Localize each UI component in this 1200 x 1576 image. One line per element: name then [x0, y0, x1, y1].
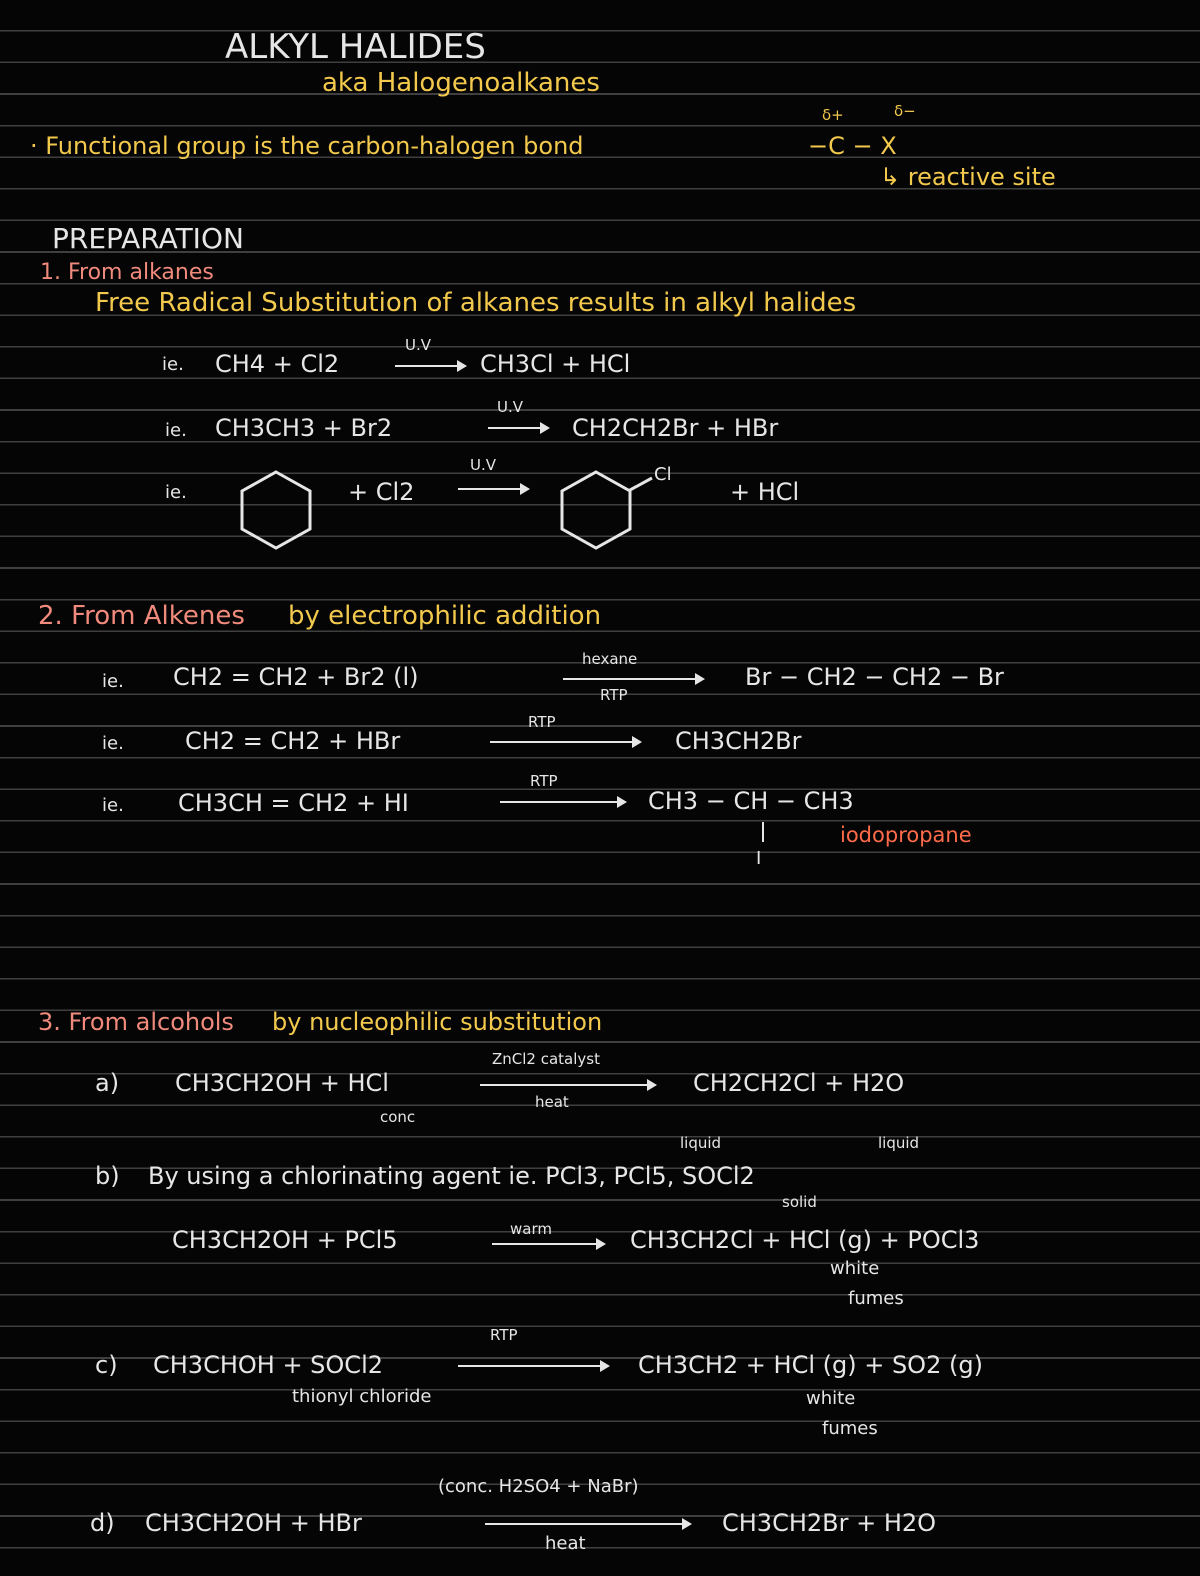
alkene-reaction-3-rhs: CH3 − CH − CH3 [648, 787, 854, 815]
reaction-arrow [480, 1084, 655, 1086]
substituent-bond [762, 822, 764, 842]
delta-minus: δ− [894, 102, 916, 120]
ie-label: ie. [165, 482, 187, 503]
alkene-reaction-2-condition: RTP [528, 713, 556, 731]
reaction-arrow [500, 801, 625, 803]
fumes-label: fumes [848, 1288, 904, 1309]
reaction-arrow [563, 678, 703, 680]
alcohol-reaction-d-lhs: CH3CH2OH + HBr [145, 1509, 362, 1537]
heat-label: heat [535, 1093, 569, 1111]
reaction-arrow [490, 741, 640, 743]
reaction-1-condition: U.V [405, 336, 432, 354]
preparation-heading: PREPARATION [52, 222, 244, 255]
reaction-2-condition: U.V [497, 398, 524, 416]
section-2-heading-method: by electrophilic addition [288, 601, 602, 631]
reagent-mix-label: (conc. H2SO4 + NaBr) [438, 1476, 639, 1497]
page-title: ALKYL HALIDES [225, 27, 486, 67]
alcohol-reaction-a-rhs: CH2CH2Cl + H2O [693, 1069, 905, 1097]
alkene-reaction-1-solvent: hexane [582, 650, 638, 668]
reaction-1-rhs: CH3Cl + HCl [480, 350, 631, 378]
reaction-arrow [488, 427, 548, 429]
alcohol-reaction-b-lhs: CH3CH2OH + PCl5 [172, 1226, 398, 1254]
reaction-arrow [458, 1365, 608, 1367]
alkene-reaction-1-lhs: CH2 = CH2 + Br2 (l) [173, 663, 419, 691]
reaction-arrow [485, 1523, 690, 1525]
alkene-reaction-3-lhs: CH3CH = CH2 + HI [178, 789, 409, 817]
page-subtitle: aka Halogenoalkanes [322, 68, 600, 98]
section-1-heading: 1. From alkanes [40, 260, 214, 285]
heat-label: heat [545, 1533, 586, 1554]
reaction-arrow [492, 1243, 604, 1245]
reaction-2-lhs: CH3CH3 + Br2 [215, 414, 393, 442]
cx-bond: −C − X [808, 132, 897, 160]
state-liquid: liquid [680, 1134, 722, 1152]
part-b-label: b) [95, 1162, 120, 1190]
section-3-heading-method: by nucleophilic substitution [272, 1008, 603, 1036]
alkene-reaction-1-rhs: Br − CH2 − CH2 − Br [745, 663, 1004, 691]
reaction-2-rhs: CH2CH2Br + HBr [572, 414, 779, 442]
concentrated-label: conc [380, 1108, 416, 1126]
state-liquid: liquid [878, 1134, 920, 1152]
fumes-label: fumes [822, 1418, 878, 1439]
white-label: white [830, 1258, 880, 1279]
reaction-arrow [458, 488, 528, 490]
product-name: iodopropane [840, 823, 972, 847]
ie-label: ie. [165, 420, 187, 441]
ie-label: ie. [102, 733, 124, 754]
alkene-reaction-1-condition: RTP [600, 686, 628, 704]
functional-group-text: · Functional group is the carbon-halogen bond [30, 132, 584, 160]
state-solid: solid [782, 1193, 817, 1211]
alkene-reaction-2-lhs: CH2 = CH2 + HBr [185, 727, 401, 755]
catalyst-label: ZnCl2 catalyst [492, 1050, 600, 1068]
warm-label: warm [510, 1220, 552, 1238]
alkene-reaction-2-rhs: CH3CH2Br [675, 727, 802, 755]
reaction-arrow [395, 365, 465, 367]
alcohol-reaction-c-rhs: CH3CH2 + HCl (g) + SO2 (g) [638, 1351, 983, 1379]
part-c-label: c) [95, 1351, 118, 1379]
reactive-site-label: ↳ reactive site [880, 163, 1056, 191]
iodo-substituent: I [756, 848, 762, 869]
delta-plus: δ+ [822, 106, 844, 124]
chlorinating-agent-text: By using a chlorinating agent ie. PCl3, PCl5, SOCl2 [148, 1162, 755, 1190]
thionyl-chloride-label: thionyl chloride [292, 1386, 432, 1407]
white-label: white [806, 1388, 856, 1409]
cyclohexane-icon [238, 468, 314, 552]
alcohol-reaction-d-rhs: CH3CH2Br + H2O [722, 1509, 937, 1537]
section-2-heading: 2. From Alkenes [38, 601, 245, 631]
reaction-1-lhs: CH4 + Cl2 [215, 350, 340, 378]
section-1-description: Free Radical Substitution of alkanes results in alkyl halides [95, 288, 857, 318]
alcohol-reaction-a-lhs: CH3CH2OH + HCl [175, 1069, 389, 1097]
chloro-substituent: Cl [654, 464, 672, 485]
part-d-label: d) [90, 1509, 115, 1537]
ie-label: ie. [162, 354, 184, 375]
part-a-label: a) [95, 1069, 120, 1097]
alcohol-reaction-c-lhs: CH3CHOH + SOCl2 [153, 1351, 384, 1379]
alkene-reaction-3-condition: RTP [530, 772, 558, 790]
alcohol-reaction-b-rhs: CH3CH2Cl + HCl (g) + POCl3 [630, 1226, 980, 1254]
reaction-3-rhs: + HCl [730, 478, 800, 506]
ie-label: ie. [102, 671, 124, 692]
ie-label: ie. [102, 795, 124, 816]
chlorocyclohexane-icon [558, 468, 634, 552]
reaction-3-plus-cl2: + Cl2 [348, 478, 415, 506]
reaction-3-condition: U.V [470, 456, 497, 474]
rtp-label: RTP [490, 1326, 518, 1344]
section-3-heading: 3. From alcohols [38, 1008, 234, 1036]
